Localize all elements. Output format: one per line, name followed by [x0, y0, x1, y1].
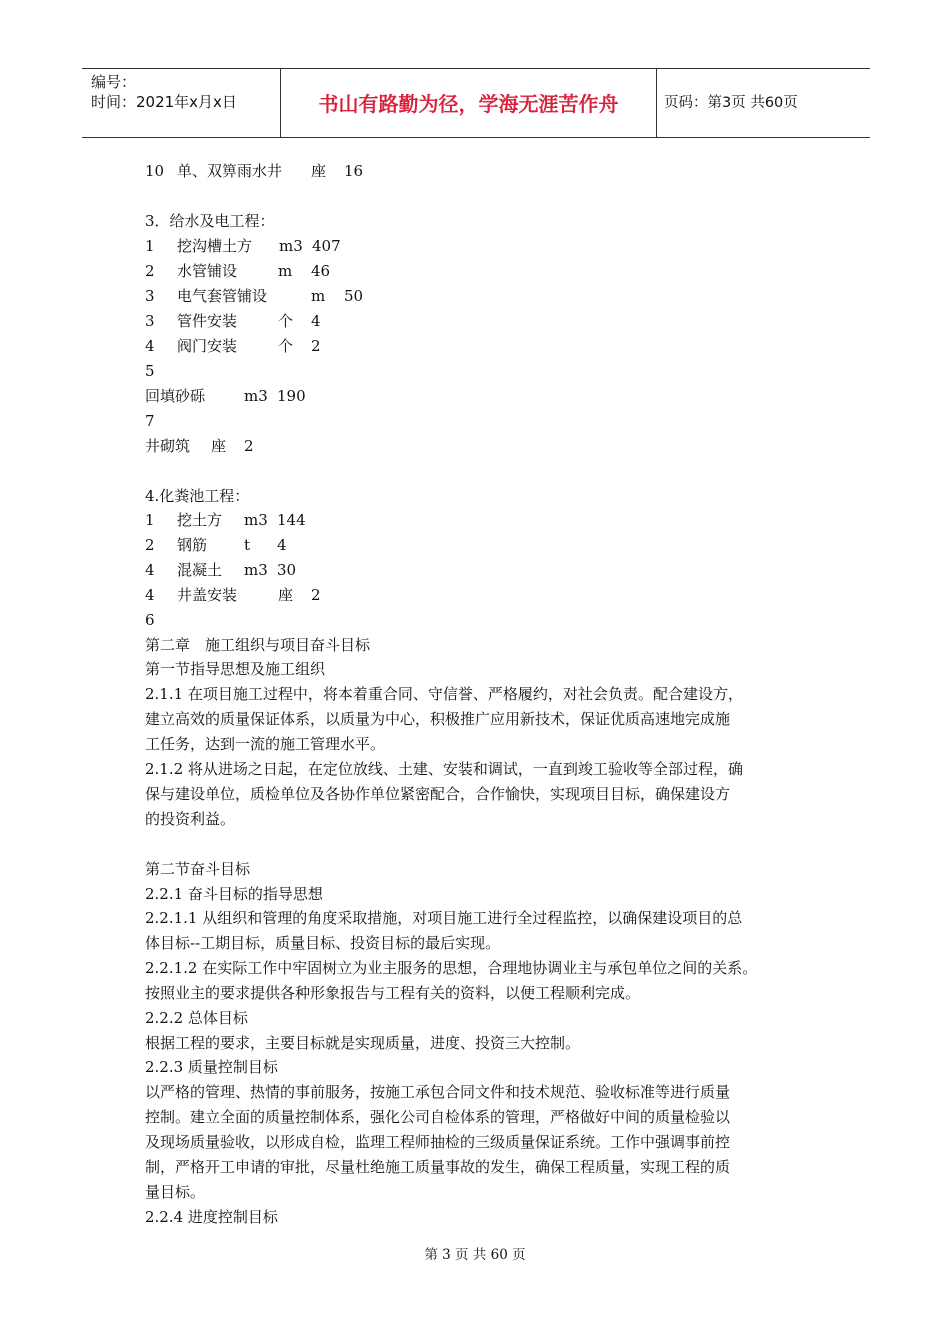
subsection-heading: 2.2.2 总体目标	[145, 1009, 248, 1027]
document-number-label: 编号：	[91, 73, 137, 91]
paragraph-line: 控制。建立全面的质量控制体系，强化公司自检体系的管理，严格做好中间的质量检验以	[145, 1108, 731, 1126]
paragraph-line: 的投资利益。	[145, 810, 236, 828]
section-title: 4.化粪池工程：	[145, 487, 250, 505]
document-time-label: 时间：2021年x月x日	[91, 93, 237, 111]
header-slogan: 书山有路勤为径，学海无涯苦作舟	[318, 92, 619, 116]
row-number: 7	[145, 412, 155, 430]
row-number: 6	[145, 611, 155, 629]
paragraph-line: 按照业主的要求提供各种形象报告与工程有关的资料，以便工程顺利完成。	[145, 984, 641, 1002]
paragraph-line: 2.2.1.1 从组织和管理的角度采取措施，对项目施工进行全过程监控，以确保建设项目的总	[145, 909, 743, 927]
paragraph-line: 2.2.1.2 在实际工作中牢固树立为业主服务的思想，合理地协调业主与承包单位之间的关系。	[145, 959, 758, 977]
paragraph-line: 量目标。	[145, 1183, 206, 1201]
section-heading: 第一节指导思想及施工组织	[145, 660, 326, 678]
header-left-cell	[82, 69, 281, 137]
paragraph-line: 体目标--工期目标，质量目标、投资目标的最后实现。	[145, 934, 501, 952]
page-header	[82, 68, 870, 138]
header-right-cell	[657, 69, 870, 137]
paragraph-line: 工任务，达到一流的施工管理水平。	[145, 735, 386, 753]
row-number: 5	[145, 362, 155, 380]
subsection-heading: 2.2.1 奋斗目标的指导思想	[145, 885, 323, 903]
subsection-heading: 2.2.4 进度控制目标	[145, 1208, 278, 1226]
paragraph-line: 及现场质量验收，以形成自检，监理工程师抽检的三级质量保证系统。工作中强调事前控	[145, 1133, 731, 1151]
paragraph-line: 根据工程的要求，主要目标就是实现质量，进度、投资三大控制。	[145, 1034, 581, 1052]
paragraph-line: 保与建设单位，质检单位及各协作单位紧密配合，合作愉快，实现项目目标，确保建设方	[145, 785, 731, 803]
subsection-heading: 2.2.3 质量控制目标	[145, 1058, 278, 1076]
page-footer	[0, 1246, 950, 1264]
header-page-info: 页码：第3页 共60页	[664, 95, 798, 111]
footer-page-number: 第 3 页 共 60 页	[424, 1247, 526, 1263]
paragraph-line: 以严格的管理、热情的事前服务，按施工承包合同文件和技术规范、验收标准等进行质量	[145, 1083, 731, 1101]
section-heading: 第二节奋斗目标	[145, 860, 251, 878]
paragraph-line: 制，严格开工申请的审批，尽量杜绝施工质量事故的发生，确保工程质量，实现工程的质	[145, 1158, 731, 1176]
chapter-title: 第二章 施工组织与项目奋斗目标	[145, 636, 371, 654]
header-middle-cell	[281, 69, 657, 137]
section-title: 3．给水及电工程：	[145, 212, 275, 230]
paragraph-line: 建立高效的质量保证体系，以质量为中心，积极推广应用新技术，保证优质高速地完成施	[145, 710, 731, 728]
paragraph-line: 2.1.1 在项目施工过程中，将本着重合同、守信誉、严格履约，对社会负责。配合建设方，	[145, 685, 743, 703]
paragraph-line: 2.1.2 将从进场之日起，在定位放线、土建、安装和调试，一直到竣工验收等全部过程，确	[145, 760, 743, 778]
